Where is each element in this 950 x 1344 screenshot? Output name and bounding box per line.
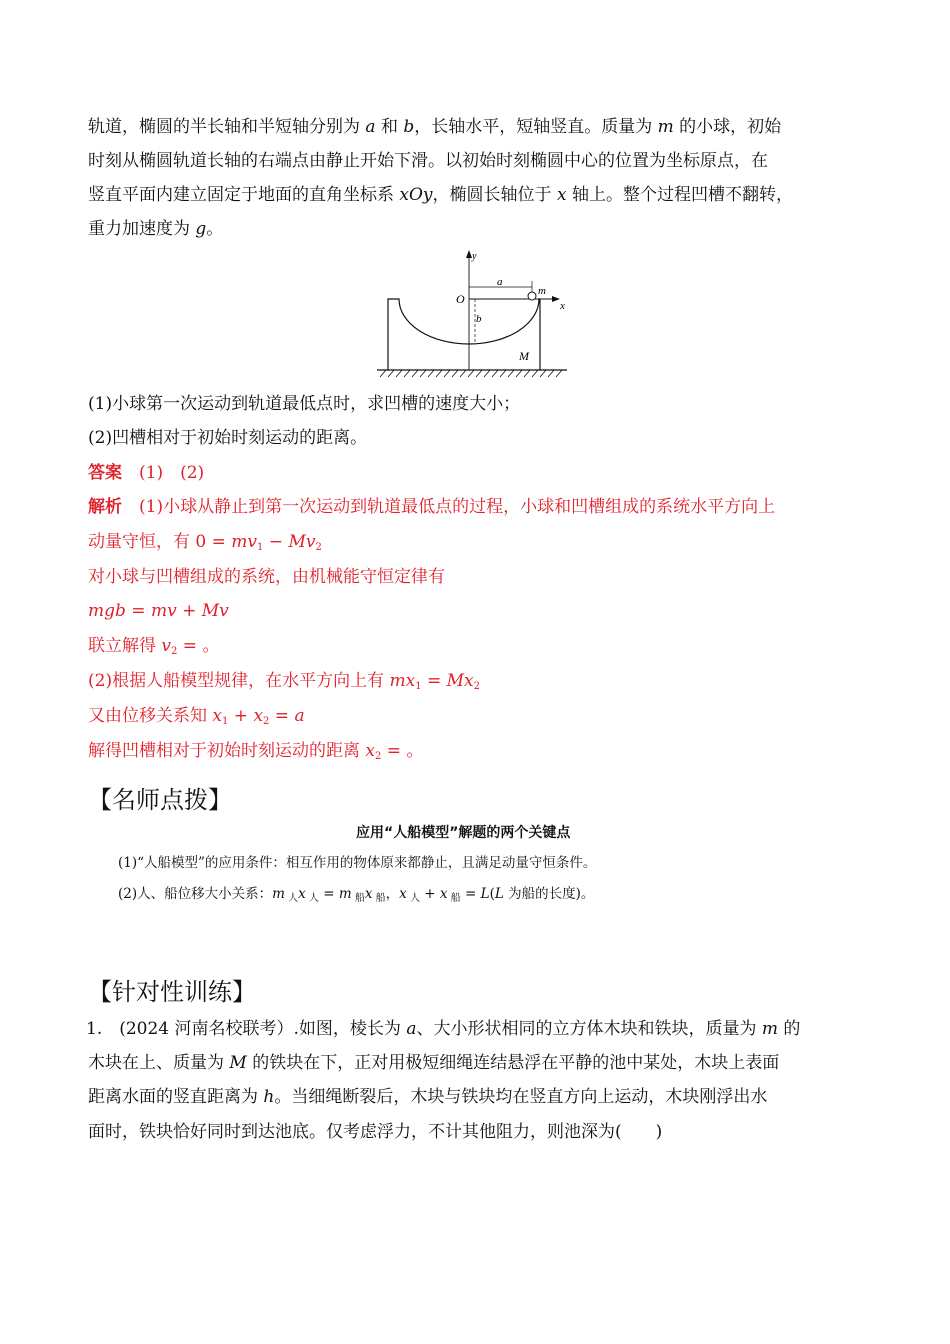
- tips-title: 应用“人船模型”解题的两个关键点: [356, 825, 571, 841]
- training-line: [86, 1019, 800, 1039]
- text-run: =: [269, 706, 295, 726]
- text-run: (2)根据人船模型规律，在水平方向上有: [88, 671, 390, 691]
- text-run: x: [365, 741, 375, 761]
- text-run: g: [195, 219, 207, 239]
- text-run: +: [176, 601, 202, 621]
- text-run: v: [161, 636, 172, 656]
- answer-label: 答案: [88, 463, 122, 483]
- text-run: (1)小球从静止到第一次运动到轨道最低点的过程，小球和凹槽组成的系统水平方向上: [139, 497, 776, 517]
- text-run: mgb: [88, 601, 126, 621]
- text-run: 重力加速度为: [88, 219, 196, 239]
- text-run: a: [365, 117, 376, 137]
- text-run: 2: [473, 681, 481, 692]
- text-run: 动量守恒，有 0 =: [88, 532, 232, 552]
- tips-heading: 【名师点拨】: [88, 786, 232, 814]
- text-run: L: [494, 886, 504, 902]
- question-1: (1)小球第一次运动到轨道最低点时，求凹槽的速度大小；: [88, 394, 521, 414]
- groove-mass-label: M: [519, 349, 529, 363]
- text-run: 联立解得: [88, 636, 162, 656]
- text-run: x: [399, 886, 407, 902]
- text-run: ，椭圆长轴位于: [432, 185, 557, 205]
- text-run: 1: [257, 542, 264, 553]
- analysis-line: [88, 601, 229, 621]
- text-run: 2: [171, 646, 178, 657]
- text-run: x: [212, 706, 222, 726]
- a-label: a: [497, 276, 503, 288]
- text-run: 竖直平面内建立固定于地面的直角坐标系: [88, 185, 400, 205]
- text-run: = 。: [381, 741, 424, 761]
- text-run: x: [253, 706, 264, 726]
- text-run: 船: [372, 893, 386, 904]
- text-run: +: [419, 886, 440, 902]
- answer-line: [88, 463, 204, 483]
- text-run: 时刻从椭圆轨道长轴的右端点由静止开始下滑。以初始时刻椭圆中心的位置为坐标原点，在: [88, 151, 768, 171]
- text-run: =: [318, 886, 339, 902]
- text-run: m: [338, 886, 352, 902]
- analysis-line: [88, 497, 775, 517]
- text-run: 距离水面的竖直距离为: [88, 1087, 264, 1107]
- analysis-line: [88, 671, 480, 691]
- text-run: 2: [375, 751, 382, 762]
- text-run: 解得凹槽相对于初始时刻运动的距离: [88, 741, 366, 761]
- text-run: 的铁块在下，正对用极短细绳连结悬浮在平静的池中某处，木块上表面: [246, 1053, 780, 1073]
- text-run: 又由位移关系知: [88, 706, 213, 726]
- answer-text: (1) (2): [139, 463, 205, 483]
- analysis-line: [88, 532, 322, 552]
- text-run: 对小球与凹槽组成的系统，由机械能守恒定律有: [88, 567, 445, 587]
- text-run: x: [556, 185, 567, 205]
- text-run: (1)“人船模型”的应用条件：相互作用的物体原来都静止，且满足动量守恒条件。: [118, 855, 597, 871]
- text-run: 的小球，初始: [673, 117, 782, 137]
- text-run: 、大小形状相同的立方体木块和铁块，质量为: [416, 1019, 762, 1039]
- text-run: 2: [263, 716, 270, 727]
- text-run: a: [294, 706, 305, 726]
- text-run: m: [761, 1019, 778, 1039]
- text-run: 人: [305, 893, 319, 904]
- text-run: xOy: [399, 185, 433, 205]
- text-run: h: [263, 1087, 275, 1107]
- text-run: ，: [385, 886, 400, 902]
- text-run: 轨道，椭圆的半长轴和半短轴分别为: [88, 117, 366, 137]
- text-run: (: [489, 886, 495, 902]
- text-run: = 。: [177, 636, 220, 656]
- tips-line: [118, 854, 596, 872]
- text-run: x: [298, 886, 306, 902]
- text-run: x: [439, 886, 448, 902]
- b-label: b: [476, 313, 482, 325]
- training-line: [88, 1053, 779, 1073]
- training-line: [88, 1087, 767, 1107]
- text-run: 为船的长度)。: [503, 886, 595, 902]
- text-run: ，长轴水平，短轴竖直。质量为: [414, 117, 658, 137]
- analysis-line: [88, 636, 219, 656]
- ball-mass-label: m: [538, 285, 546, 297]
- text-run: =: [125, 601, 151, 621]
- text-run: 1: [222, 716, 229, 727]
- text-run: 和: [375, 117, 404, 137]
- text-run: mv: [150, 601, 177, 621]
- tips-line: [118, 885, 594, 903]
- analysis-label: 解析: [88, 497, 122, 517]
- text-run: =: [460, 886, 481, 902]
- text-run: 2: [315, 542, 322, 553]
- text-run: 船: [447, 893, 461, 904]
- text-run: 人: [406, 893, 420, 904]
- text-run: mx: [389, 671, 416, 691]
- text-run: 船: [351, 893, 365, 904]
- text-run: mv: [231, 532, 258, 552]
- problem-line: [88, 151, 768, 171]
- text-run: 1: [415, 681, 422, 692]
- training-heading: 【针对性训练】: [88, 978, 256, 1006]
- text-run: b: [403, 117, 415, 137]
- text-run: M: [229, 1053, 247, 1073]
- text-run: 。: [206, 219, 224, 239]
- text-run: 人: [284, 893, 299, 904]
- analysis-line: [88, 741, 423, 761]
- question-2: (2)凹槽相对于初始时刻运动的距离。: [88, 428, 368, 448]
- origin-label: O: [456, 292, 465, 306]
- training-line: [88, 1122, 662, 1142]
- text-run: 。当细绳断裂后，木块与铁块均在竖直方向上运动，木块刚浮出水: [274, 1087, 768, 1107]
- text-run: m: [657, 117, 674, 137]
- text-run: Mv: [201, 601, 229, 621]
- text-run: x: [364, 886, 373, 902]
- x-axis-label: x: [560, 300, 565, 312]
- text-run: 面时，铁块恰好同时到达池底。仅考虑浮力，不计其他阻力，则池深为( ): [88, 1122, 663, 1142]
- text-run: =: [421, 671, 447, 691]
- text-run: 轴上。整个过程凹槽不翻转，: [566, 185, 793, 205]
- text-run: a: [406, 1019, 417, 1039]
- problem-line: [88, 219, 223, 239]
- text-run: m: [272, 886, 285, 902]
- ellipse-groove-figure: [372, 247, 582, 382]
- text-run: 1. (2024 河南名校联考）.如图，棱长为: [86, 1019, 407, 1039]
- text-run: −: [263, 532, 289, 552]
- text-run: (2)人、船位移大小关系：: [118, 886, 273, 902]
- text-run: 木块在上、质量为: [88, 1053, 230, 1073]
- text-run: 的: [778, 1019, 801, 1039]
- text-run: L: [480, 886, 490, 902]
- analysis-line: [88, 567, 445, 587]
- y-axis-label: y: [472, 251, 477, 262]
- text-run: Mx: [446, 671, 474, 691]
- problem-line: [88, 185, 793, 205]
- problem-line: [88, 117, 781, 137]
- text-run: +: [228, 706, 254, 726]
- text-run: Mv: [288, 532, 316, 552]
- analysis-line: [88, 706, 305, 726]
